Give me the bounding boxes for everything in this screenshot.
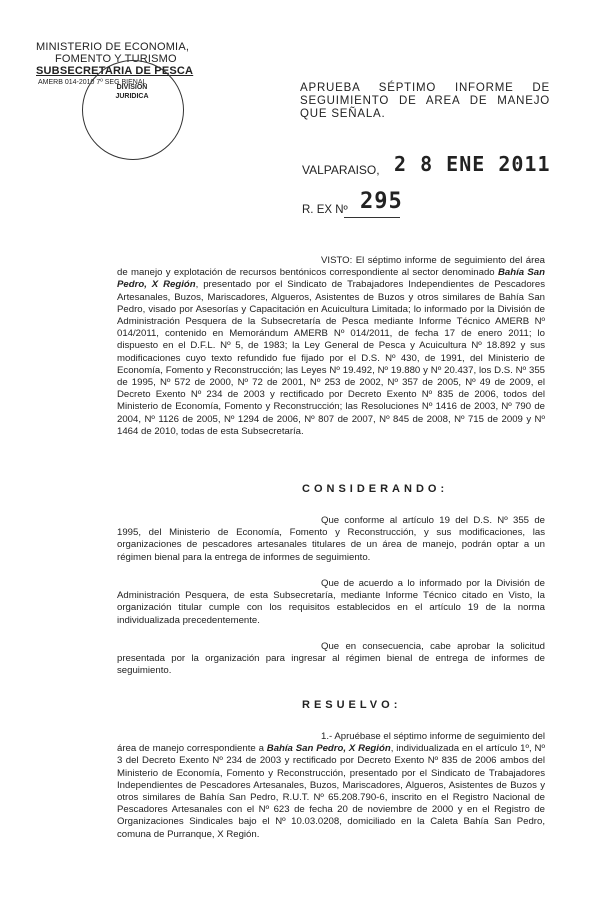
- ministry-subtitle: FOMENTO Y TURISMO: [55, 53, 177, 65]
- amerb-code: AMERB 014-2010 7º SEG BIENAL: [38, 79, 147, 86]
- rex-label: R. EX Nº: [302, 204, 348, 216]
- rex-underline: [344, 217, 400, 218]
- seal-juridica: JURIDICA: [115, 93, 149, 100]
- visto-text-1: El séptimo informe de seguimiento del área de manejo y explotación de recursos bentónicos correspondiente al sector denominado: [117, 255, 545, 279]
- date-stamp: 2 8 ENE 2011: [394, 152, 551, 176]
- ministry-name: MINISTERIO DE ECONOMIA,: [36, 41, 190, 53]
- considerando-paragraph-1: Que conforme al artículo 19 del D.S. Nº 355 de 1995, del Ministerio de Economía, Fomento y Reconstrucción, y sus modificaciones, las organizaciones de pescadores artesanales titulares de un área de manejo, podrán optar a un régimen bienal para la entrega de informes de seguimiento.: [117, 515, 545, 563]
- document-title: APRUEBA SÉPTIMO INFORME DE SEGUIMIENTO DE AREA DE MANEJO QUE SEÑALA.: [300, 82, 550, 120]
- rex-number: 295: [360, 189, 403, 214]
- visto-text-2: , presentado por el Sindicato de Trabajadores Independientes de Pescadores Artesanales, Buzos, Mariscadores, Algueros, Asistentes de Buzos y otros similares de Bahía San Pedro, visado por Asesorías y Capacitación en Acuicultura Limitada; lo informado por la División de Administración Pesquera de la Subsecretaría de Pesca mediante Informe Técnico AMERB Nº 014/2011, contenido en Memorándum AMERB Nº 014/2011, de fecha 17 de enero 2011; lo dispuesto en el D.F.L. Nº 5, de 1983; la Ley General de Pesca y Acuicultura Nº 18.892 y sus modificaciones cuyo texto refundido fue fijado por el D.S. Nº 430, de 1991, del Ministerio de Economía, Fomento y Reconstrucción; las Leyes Nº 19.492, Nº 19.880 y Nº 20.437, los D.S. Nº 355 de 1995, Nº 572 de 2000, Nº 72 de 2001, Nº 253 de 2002, Nº 357 de 2005, Nº 49 de 2009, el Decreto Exento Nº 234 de 2003 y rectificado por Decreto Exento Nº 835 de 2006, todos del Ministerio de Economía, Fomento y Reconstrucción; las Resoluciones Nº 1416 de 2003, Nº 790 de 2004, Nº 1126 de 2005, Nº 1294 de 2006, Nº 807 de 2007, Nº 845 de 2008, Nº 715 de 2009 y Nº 1464 de 2010, todas de esta Subsecretaría.: [117, 279, 545, 437]
- resuelvo-heading: RESUELVO:: [302, 699, 402, 711]
- seal-text: [112, 83, 152, 101]
- visto-paragraph: [117, 255, 545, 438]
- visto-label: VISTO:: [321, 255, 353, 266]
- resuelvo-text-2: , individualizada en el artículo 1º, Nº 3 del Decreto Exento Nº 234 de 2003 y rectificado por Decreto Exento Nº 835 de 2006 ambos del Ministerio de Economía, Fomento y Reconstrucción, presentado por el Sindicato de Trabajadores Independientes de Pescadores Artesanales, Buzos, Mariscadores, Algueros, Asistentes de Buzos y otros similares de Bahía San Pedro, R.U.T. Nº 65.208.790-6, inscrito en el Registro Nacional de Pescadores Artesanales con el Nº 623 de fecha 20 de noviembre de 2000 y en el Registro de Organizaciones Sindicales bajo el Nº 10.03.0208, domiciliado en la Caleta Bahía San Pedro, comuna de Purranque, X Región.: [117, 743, 545, 840]
- seal-division: DIVISION: [116, 84, 148, 91]
- official-seal: [82, 60, 184, 160]
- visto-place: Bahía San Pedro, X Región: [117, 267, 546, 291]
- place: VALPARAISO,: [302, 163, 380, 177]
- considerando-heading: CONSIDERANDO:: [302, 483, 449, 495]
- subsecretaria-name: SUBSECRETARIA DE PESCA: [36, 65, 194, 77]
- resuelvo-place: Bahía San Pedro, X Región: [266, 743, 391, 755]
- resuelvo-text-1: 1.- Apruébase el séptimo informe de seguimiento del área de manejo correspondiente a: [117, 731, 545, 755]
- considerando-paragraph-2: Que de acuerdo a lo informado por la División de Administración Pesquera, de esta Subsecretaría, mediante Informe Técnico citado en Visto, la organización titular cumple con los requisitos establecidos en el artículo 19 de la norma individualizada precedentemente.: [117, 578, 545, 626]
- resuelvo-paragraph-1: [117, 731, 545, 841]
- considerando-paragraph-3: Que en consecuencia, cabe aprobar la solicitud presentada por la organización para ingresar al régimen bienal de entrega de informes de seguimiento.: [117, 641, 545, 677]
